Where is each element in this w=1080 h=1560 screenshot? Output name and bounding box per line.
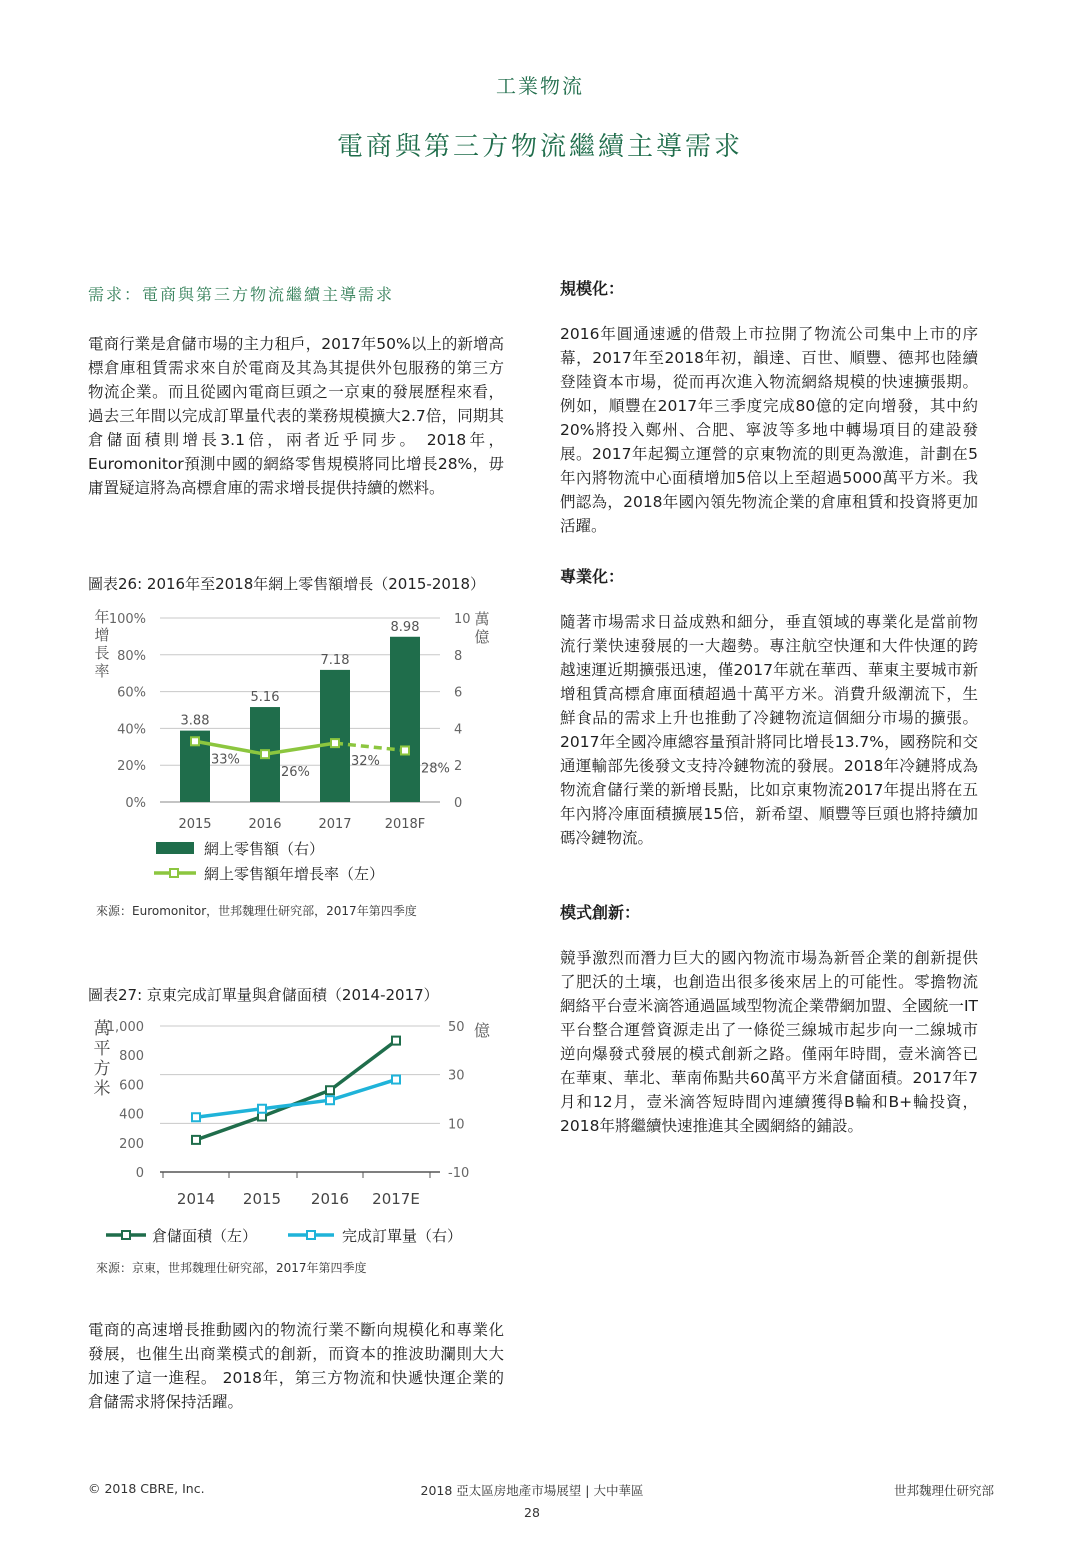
warehouse-area-point — [392, 1037, 400, 1045]
orders-point — [392, 1076, 400, 1084]
body-innovation: 競爭激烈而潛力巨大的國內物流市場為新晉企業的創新提供了肥沃的土壤，也創造出很多後來居上的可能性。零擔物流網絡平台壹米滴答通過區域型物流企業帶網加盟、全國統一IT平台整合運營資源走出了一條從三線城市起步向一二線城市逆向爆發式發展的模式創新之路。僅兩年時間，壹米滴答已在華東、華北、華南佈點共60萬平方米倉儲面積。2017年7月和12月，壹米滴答短時間內連續獲得B輪和B+輪投資，2018年將繼續快速推進其全國網絡的鋪設。 — [560, 949, 978, 1135]
legend-label: 完成訂單量（右） — [342, 1227, 463, 1245]
x-tick: 2014 — [176, 1190, 216, 1208]
bar-value-label: 8.98 — [390, 619, 420, 635]
body-specialization: 隨著市場需求日益成熟和細分，垂直領域的專業化是當前物流行業快速發展的一大趨勢。專注航空快運和大件快運的跨越速運近期擴張迅速，僅2017年就在華西、華東主要城市新增租賃高標倉庫面積超過十萬平方米。消費升級潮流下，生鮮食品的需求上升也推動了冷鏈物流這個細分市場的擴張。2017年全國冷庫總容量預計將同比增長13.7%，國務院和交通運輸部先後發文支持冷鏈物流的發展。2018年冷鏈將成為物流倉儲行業的新增長點，比如京東物流2017年提出將在五年內將冷庫面積擴展15倍，新希望、順豐等巨頭也將持續加碼冷鏈物流。 — [560, 613, 978, 847]
orders-point — [258, 1105, 266, 1113]
y-left-label-char: 年 — [94, 608, 110, 626]
legend-swatch-marker — [307, 1231, 315, 1239]
chart26-source: 來源：Euromonitor，世邦魏理仕研究部，2017年第四季度 — [96, 904, 417, 918]
footer-copyright: © 2018 CBRE, Inc. — [88, 1481, 205, 1496]
growth-point — [191, 737, 199, 745]
warehouse-area-point — [326, 1086, 334, 1094]
chart27 — [80, 1010, 510, 1252]
y-left-tick: 100% — [108, 612, 146, 627]
legend-label: 網上零售額年增長率（左） — [204, 865, 385, 883]
y-left-tick: 1,000 — [106, 1020, 144, 1035]
y-left-label-char: 米 — [93, 1079, 111, 1099]
bar-value-label: 7.18 — [320, 652, 350, 668]
x-tick: 2018F — [384, 817, 426, 832]
orders-point — [192, 1113, 200, 1121]
growth-point — [261, 750, 269, 758]
y-left-tick: 80% — [117, 648, 146, 664]
chart27-source: 來源：京東，世邦魏理仕研究部，2017年第四季度 — [96, 1261, 367, 1275]
growth-value-label: 26% — [281, 765, 310, 781]
intro-paragraph: 電商行業是倉儲市場的主力租戶，2017年50%以上的新增高標倉庫租賃需求來自於電商及其為其提供外包服務的第三方物流企業。而且從國內電商巨頭之一京東的發展歷程來看，過去三年間以完成訂單量代表的業務規模擴大2.7倍，同期其倉儲面積則增長3.1倍，兩者近乎同步。 2018年，Euromonitor預測中國的網絡零售規模將同比增長28%，毋庸置疑這將為高標倉庫的需求增長提供持續的燃料。 — [88, 335, 504, 497]
heading-innovation: 模式創新： — [560, 903, 641, 922]
chart26 — [80, 600, 510, 900]
legend-swatch-marker — [170, 869, 178, 877]
y-left-tick: 60% — [117, 685, 146, 701]
closing-paragraph: 電商的高速增長推動國內的物流行業不斷向規模化和專業化發展，也催生出商業模式的創新，而資本的推波助瀾則大大加速了這一進程。 2018年，第三方物流和快遞快運企業的倉儲需求將保持活躍。 — [88, 1321, 504, 1411]
bar-online-retail — [390, 637, 420, 802]
y-right-tick: 10 — [454, 612, 471, 627]
growth-value-label: 28% — [421, 761, 450, 777]
y-right-label-char: 萬 — [474, 610, 490, 628]
chart26-title: 圖表26: 2016年至2018年網上零售額增長（2015-2018） — [88, 575, 486, 593]
body-scale: 2016年圓通速遞的借殼上市拉開了物流公司集中上市的序幕，2017年至2018年初，韻達、百世、順豐、德邦也陸續登陸資本市場，從而再次進入物流網絡規模的快速擴張期。例如，順豐在2017年三季度完成80億的定向增發，其中約20%將投入鄭州、合肥、寧波等多地中轉場項目的建設發展。2017年起獨立運營的京東物流的則更為激進，計劃在5年內將物流中心面積增加5倍以上至超過5000萬平方米。我們認為，2018年國內領先物流企業的倉庫租賃和投資將更加活躍。 — [560, 325, 978, 535]
bar-value-label: 3.88 — [180, 713, 210, 729]
orders-point — [326, 1096, 334, 1104]
x-tick: 2016 — [310, 1190, 350, 1208]
y-left-tick: 400 — [119, 1107, 144, 1123]
growth-value-label: 33% — [211, 752, 240, 768]
y-left-label-char: 增 — [94, 626, 110, 644]
heading-specialization: 專業化： — [560, 567, 625, 586]
warehouse-area-point — [192, 1136, 200, 1144]
y-right-tick: 10 — [448, 1117, 465, 1133]
footer-publication: 2018 亞太區房地產市場展望 | 大中華區 — [420, 1483, 644, 1498]
x-tick: 2017E — [372, 1190, 420, 1208]
legend-swatch-marker — [122, 1231, 130, 1239]
x-tick: 2017 — [318, 817, 352, 832]
x-tick: 2015 — [242, 1190, 282, 1208]
y-right-tick: 30 — [448, 1068, 465, 1084]
y-left-tick: 0 — [135, 1166, 144, 1181]
y-left-tick: 40% — [117, 722, 146, 738]
y-left-tick: 0% — [125, 796, 146, 811]
y-left-tick: 800 — [119, 1049, 144, 1065]
y-right-label: 億 — [473, 1021, 491, 1040]
chart27-title: 圖表27: 京東完成訂單量與倉儲面積（2014-2017） — [88, 986, 439, 1004]
y-right-label-char: 億 — [474, 628, 490, 646]
y-right-tick: 0 — [454, 796, 463, 811]
y-left-tick: 600 — [119, 1078, 144, 1094]
y-left-label-char: 長 — [94, 644, 110, 662]
legend-label: 網上零售額（右） — [204, 840, 325, 858]
y-left-label-char: 平 — [93, 1039, 111, 1059]
x-tick: 2015 — [178, 817, 212, 832]
y-right-tick: 4 — [454, 722, 463, 738]
y-right-tick: 50 — [448, 1020, 465, 1035]
legend-swatch-bar — [156, 842, 194, 854]
y-left-tick: 200 — [119, 1136, 144, 1152]
growth-value-label: 32% — [351, 754, 380, 770]
y-right-tick: 8 — [454, 648, 463, 664]
y-left-label-char: 萬 — [93, 1019, 111, 1039]
footer-department: 世邦魏理仕研究部 — [893, 1483, 994, 1498]
growth-point — [401, 746, 409, 754]
y-right-tick: 2 — [454, 759, 463, 775]
heading-scale: 規模化： — [560, 279, 625, 298]
y-left-label-char: 方 — [93, 1059, 111, 1079]
growth-point — [331, 739, 339, 747]
x-tick: 2016 — [248, 817, 282, 832]
page-title: 電商與第三方物流繼續主導需求 — [336, 132, 743, 162]
y-right-tick: 6 — [454, 685, 463, 701]
section-heading: 需求：電商與第三方物流繼續主導需求 — [88, 285, 395, 304]
page-kicker: 工業物流 — [496, 74, 584, 98]
bar-value-label: 5.16 — [250, 690, 280, 706]
y-left-tick: 20% — [117, 759, 146, 775]
y-right-tick: -10 — [448, 1166, 470, 1181]
y-left-label-char: 率 — [94, 662, 110, 680]
bar-online-retail — [320, 670, 350, 802]
orders-line — [196, 1080, 396, 1118]
legend-label: 倉儲面積（左） — [152, 1227, 258, 1245]
page-number: 28 — [524, 1505, 540, 1520]
